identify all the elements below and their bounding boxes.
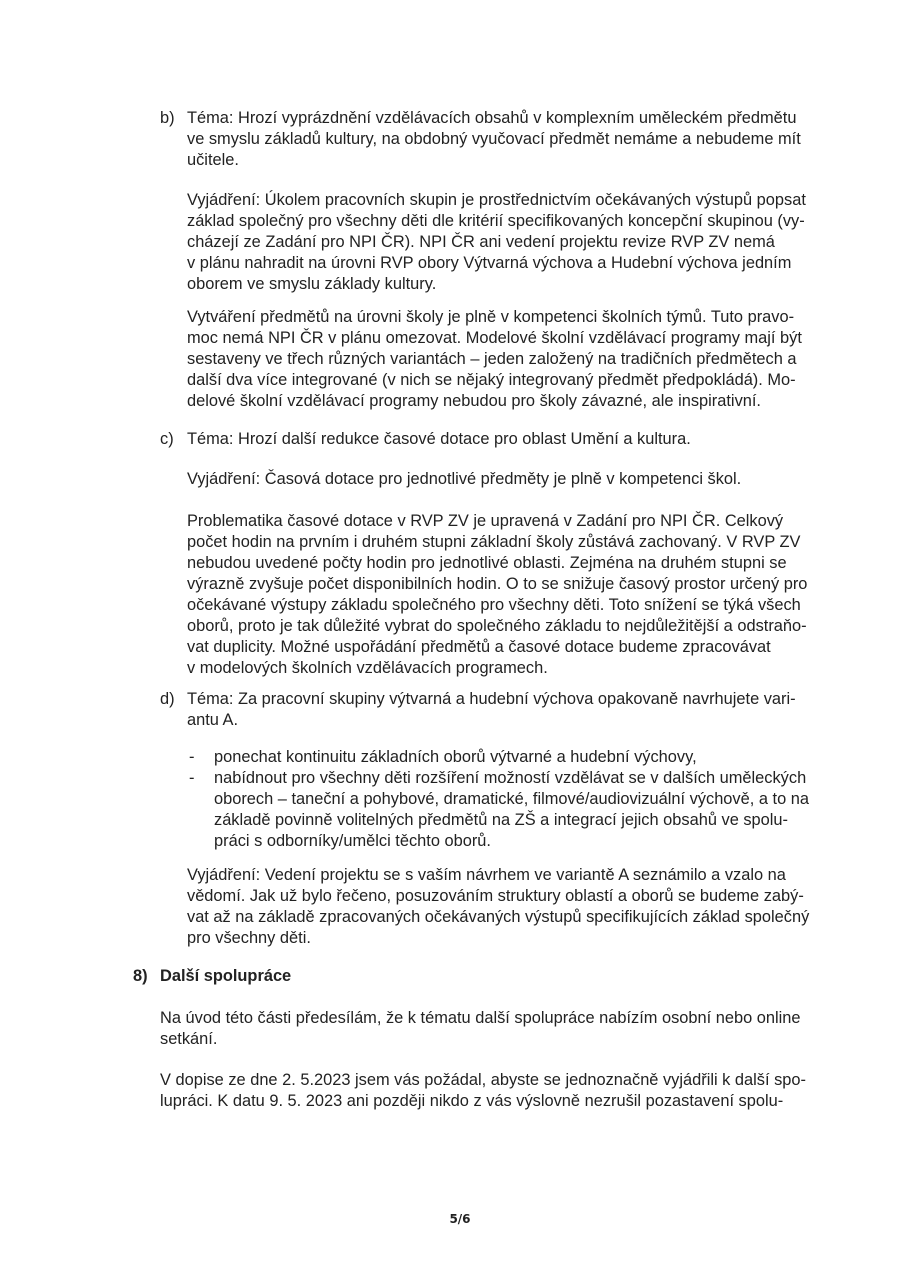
page-number: 5/6 xyxy=(449,1212,471,1226)
section-title: Další spolupráce xyxy=(160,967,292,985)
text-line: očekávané výstupy základu společného pro všechny děti. Toto snížení se týká všech xyxy=(187,596,801,614)
text-line: vědomí. Jak už bylo řečeno, posuzováním struktury oblastí a oborů se budeme zabý- xyxy=(187,887,804,905)
text-line: antu A. xyxy=(187,711,239,729)
item-c-marker: c) xyxy=(160,430,174,448)
text-line: výrazně zvyšuje počet disponibilních hodin. O to se snižuje časový prostor určený pro xyxy=(187,575,808,593)
text-line: v plánu nahradit na úrovni RVP obory Výtvarná výchova a Hudební výchova jedním xyxy=(187,254,792,272)
text-line: V dopise ze dne 2. 5.2023 jsem vás požádal, abyste se jednoznačně vyjádřili k další spo- xyxy=(160,1071,806,1089)
section-number: 8) xyxy=(133,967,148,985)
item-b-marker: b) xyxy=(160,109,175,127)
text-line: ve smyslu základů kultury, na obdobný vyučovací předmět nemáme a nebudeme mít xyxy=(187,130,801,148)
text-line: Na úvod této části předesílám, že k tématu další spolupráce nabízím osobní nebo online xyxy=(160,1009,801,1027)
text-line: Vyjádření: Úkolem pracovních skupin je prostřednictvím očekávaných výstupů popsat xyxy=(187,191,806,209)
text-line: počet hodin na prvním i druhém stupni základní školy zůstává zachovaný. V RVP ZV xyxy=(187,533,801,551)
text-line: cházejí ze Zadání pro NPI ČR). NPI ČR ani vedení projektu revize RVP ZV nemá xyxy=(187,233,775,251)
text-line: vat až na základě zpracovaných očekávaných výstupů specifikujících základ společný xyxy=(187,908,810,926)
item-d-marker: d) xyxy=(160,690,175,708)
text-line: Vyjádření: Vedení projektu se s vaším návrhem ve variantě A seznámilo a vzalo na xyxy=(187,866,786,884)
text-line: Téma: Za pracovní skupiny výtvarná a hudební výchova opakovaně navrhujete vari- xyxy=(187,690,796,708)
text-line: práci s odborníky/umělci těchto oborů. xyxy=(214,832,491,850)
text-line: ponechat kontinuitu základních oborů výtvarné a hudební výchovy, xyxy=(214,748,697,766)
text-line: sestaveny ve třech různých variantách – jeden založený na tradičních předmětech a xyxy=(187,350,797,368)
bullet-dash: - xyxy=(189,748,195,766)
bullet-dash: - xyxy=(189,769,195,787)
text-line: Vyjádření: Časová dotace pro jednotlivé předměty je plně v kompetenci škol. xyxy=(187,470,742,488)
text-line: Téma: Hrozí vyprázdnění vzdělávacích obsahů v komplexním uměleckém předmětu xyxy=(187,109,797,127)
text-line: vat duplicity. Možné uspořádání předmětů a časové dotace budeme zpracovávat xyxy=(187,638,771,656)
text-line: oborech – taneční a pohybové, dramatické, filmové/audiovizuální výchově, a to na xyxy=(214,790,809,808)
text-line: oborem ve smyslu základy kultury. xyxy=(187,275,437,293)
text-line: setkání. xyxy=(160,1030,218,1048)
text-line: v modelových školních vzdělávacích programech. xyxy=(187,659,548,677)
text-line: oborů, proto je tak důležité vybrat do společného základu to nejdůležitější a odstraňo- xyxy=(187,617,807,635)
text-line: další dva více integrované (v nich se nějaký integrovaný předmět předpokládá). Mo- xyxy=(187,371,796,389)
text-line: Problematika časové dotace v RVP ZV je upravená v Zadání pro NPI ČR. Celkový xyxy=(187,512,784,530)
text-line: pro všechny děti. xyxy=(187,929,311,947)
text-line: základě povinně volitelných předmětů na ZŠ a integrací jejich obsahů ve spolu- xyxy=(214,811,789,829)
text-line: Vytváření předmětů na úrovni školy je plně v kompetenci školních týmů. Tuto pravo- xyxy=(187,308,795,326)
text-line: moc nemá NPI ČR v plánu omezovat. Modelové školní vzdělávací programy mají být xyxy=(187,329,802,347)
text-line: nebudou uvedené počty hodin pro jednotlivé oblasti. Zejména na druhém stupni se xyxy=(187,554,787,572)
text-line: Téma: Hrozí další redukce časové dotace pro oblast Umění a kultura. xyxy=(187,430,691,448)
text-line: delové školní vzdělávací programy nebudou pro školy závazné, ale inspirativní. xyxy=(187,392,761,410)
text-line: nabídnout pro všechny děti rozšíření možností vzdělávat se v dalších uměleckých xyxy=(214,769,807,787)
text-line: základ společný pro všechny děti dle kritérií specifikovaných koncepční skupinou (vy- xyxy=(187,212,805,230)
text-line: učitele. xyxy=(187,151,239,169)
text-line: lupráci. K datu 9. 5. 2023 ani později nikdo z vás výslovně nezrušil pozastavení spolu- xyxy=(160,1092,784,1110)
